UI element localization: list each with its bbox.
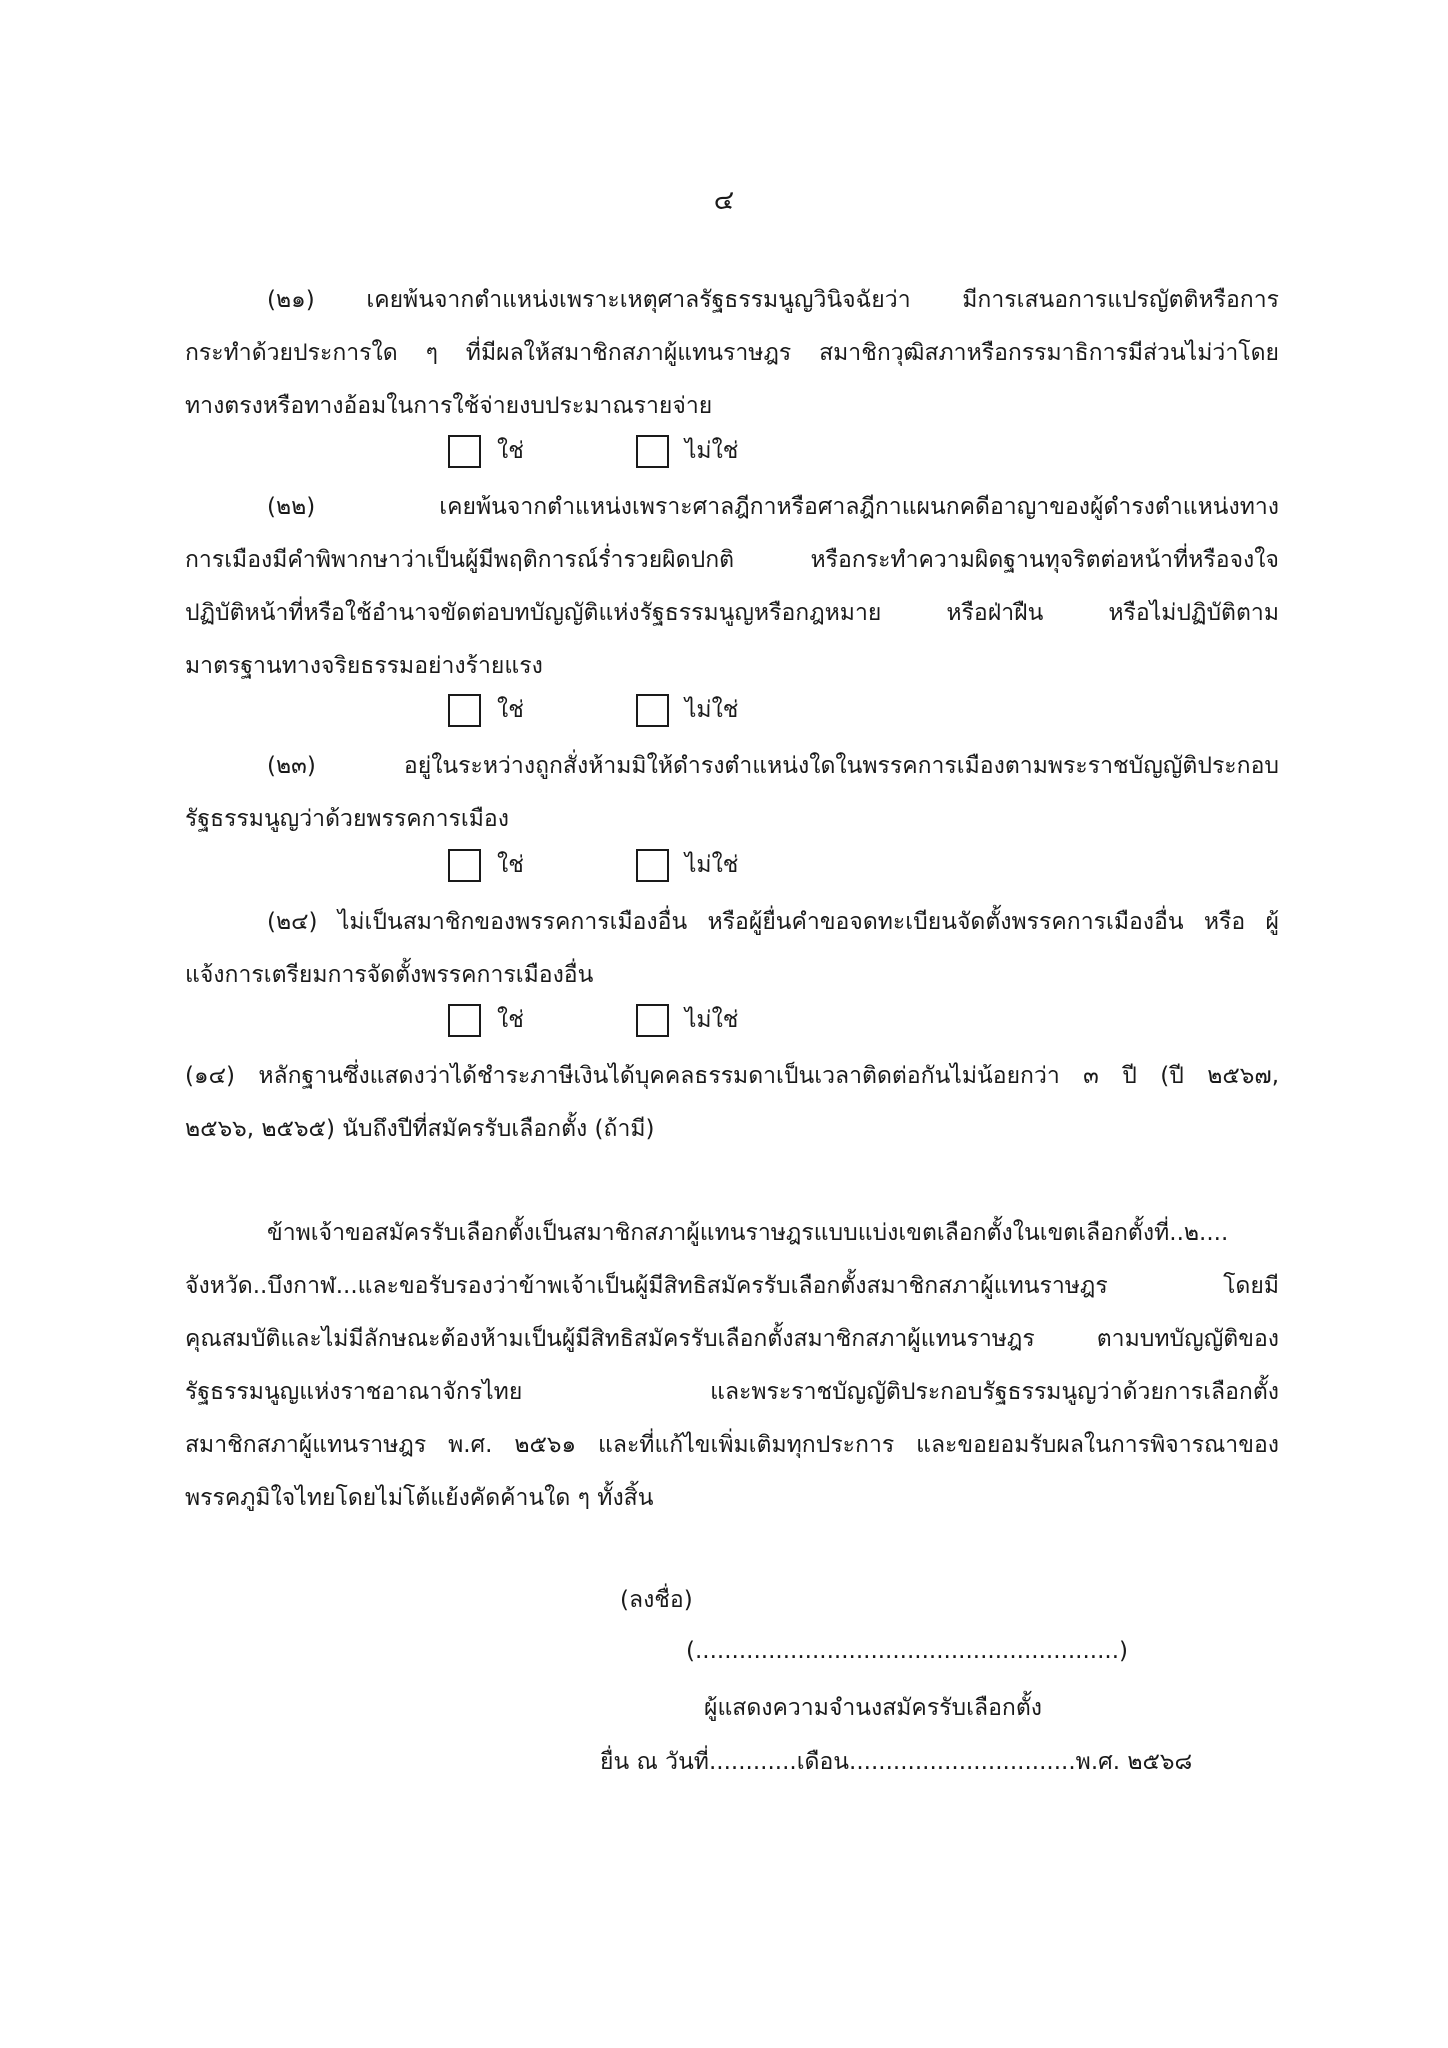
item-23-yes-checkbox[interactable] — [448, 849, 481, 882]
item-24-yes-label: ใช่ — [497, 1007, 524, 1033]
item-21-yes-label: ใช่ — [497, 438, 524, 464]
item-23 — [185, 740, 1279, 846]
item-21-no-checkbox[interactable] — [636, 435, 669, 468]
item-23-no-option[interactable] — [636, 847, 739, 883]
item-22-no-label: ไม่ใช่ — [684, 697, 739, 723]
item-24-no-label: ไม่ใช่ — [684, 1007, 739, 1033]
item-14-line-2: ๒๕๖๖, ๒๕๖๕) นับถึงปีที่สมัครรับเลือกตั้ง (ถ้ามี) — [185, 1116, 655, 1142]
item-21-line-3: ทางตรงหรือทางอ้อมในการใช้จ่ายงบประมาณรายจ่าย — [185, 393, 713, 419]
item-21-no-label: ไม่ใช่ — [684, 438, 739, 464]
item-14 — [185, 1050, 1279, 1156]
item-22-line-4: มาตรฐานทางจริยธรรมอย่างร้ายแรง — [185, 653, 543, 679]
item-22-yes-label: ใช่ — [497, 697, 524, 723]
declaration-line-3: คุณสมบัติและไม่มีลักษณะต้องห้ามเป็นผู้มีสิทธิสมัครรับเลือกตั้งสมาชิกสภาผู้แทนราษฎร ตามบทบัญญัติของ — [185, 1326, 1279, 1352]
declaration-line-4: รัฐธรรมนูญแห่งราชอาณาจักรไทย และพระราชบัญญัติประกอบรัฐธรรมนูญว่าด้วยการเลือกตั้ง — [185, 1379, 1279, 1405]
item-24-line-2: แจ้งการเตรียมการจัดตั้งพรรคการเมืองอื่น — [185, 962, 594, 988]
signature-label: (ลงชื่อ) — [620, 1587, 693, 1613]
item-22-no-option[interactable] — [636, 692, 739, 728]
item-24-line-1: (๒๔) ไม่เป็นสมาชิกของพรรคการเมืองอื่น หรือผู้ยื่นคำขอจดทะเบียนจัดตั้งพรรคการเมืองอื่น หรือ ผู้ — [267, 909, 1279, 935]
item-22-choices — [448, 690, 850, 730]
item-21-yes-option[interactable] — [448, 433, 524, 469]
item-24-choices — [448, 1000, 850, 1040]
item-23-no-checkbox[interactable] — [636, 849, 669, 882]
item-23-no-label: ไม่ใช่ — [684, 852, 739, 878]
item-22-line-2: การเมืองมีคำพิพากษาว่าเป็นผู้มีพฤติการณ์ร่ำรวยผิดปกติ หรือกระทำความผิดฐานทุจริตต่อหน้าที่หรือจงใจ — [185, 547, 1279, 573]
signature-role: ผู้แสดงความจำนงสมัครรับเลือกตั้ง — [704, 1695, 1042, 1721]
submission-date-line[interactable]: ยื่น ณ วันที่............เดือน...............................พ.ศ. ๒๕๖๘ — [600, 1749, 1193, 1775]
item-22-line-1: (๒๒) เคยพ้นจากตำแหน่งเพราะศาลฎีกาหรือศาลฎีกาแผนกคดีอาญาของผู้ดำรงตำแหน่งทาง — [267, 494, 1279, 520]
item-14-line-1: (๑๔) หลักฐานซึ่งแสดงว่าได้ชำระภาษีเงินได้บุคคลธรรมดาเป็นเวลาติดต่อกันไม่น้อยกว่า ๓ ปี (ปี ๒๕๖๗, — [185, 1063, 1279, 1089]
item-21-yes-checkbox[interactable] — [448, 435, 481, 468]
item-22 — [185, 481, 1279, 693]
item-23-line-2: รัฐธรรมนูญว่าด้วยพรรคการเมือง — [185, 806, 509, 832]
item-21-line-2: กระทำด้วยประการใด ๆ ที่มีผลให้สมาชิกสภาผู้แทนราษฎร สมาชิกวุฒิสภาหรือกรรมาธิการมีส่วนไม่ว่าโดย — [185, 340, 1279, 366]
item-21-line-1: (๒๑) เคยพ้นจากตำแหน่งเพราะเหตุศาลรัฐธรรมนูญวินิจฉัยว่า มีการเสนอการแปรญัตติหรือการ — [267, 287, 1279, 313]
item-24-no-option[interactable] — [636, 1002, 739, 1038]
declaration-line-1: ข้าพเจ้าขอสมัครรับเลือกตั้งเป็นสมาชิกสภาผู้แทนราษฎรแบบแบ่งเขตเลือกตั้งในเขตเลือกตั้งที่..๒.... — [267, 1220, 1229, 1246]
signature-name-line[interactable]: (..........................................................) — [686, 1638, 1128, 1664]
item-21-no-option[interactable] — [636, 433, 739, 469]
item-22-yes-option[interactable] — [448, 692, 524, 728]
item-24-yes-checkbox[interactable] — [448, 1004, 481, 1037]
item-23-line-1: (๒๓) อยู่ในระหว่างถูกสั่งห้ามมิให้ดำรงตำแหน่งใดในพรรคการเมืองตามพระราชบัญญัติประกอบ — [267, 753, 1279, 779]
declaration-line-2: จังหวัด..บึงกาฬ...และขอรับรองว่าข้าพเจ้าเป็นผู้มีสิทธิสมัครรับเลือกตั้งสมาชิกสภาผู้แทนราษฎร โดยมี — [185, 1273, 1279, 1299]
item-24 — [185, 896, 1279, 1002]
item-22-no-checkbox[interactable] — [636, 694, 669, 727]
item-24-no-checkbox[interactable] — [636, 1004, 669, 1037]
declaration — [185, 1207, 1279, 1525]
page-number: ๔ — [713, 185, 735, 216]
declaration-line-5: สมาชิกสภาผู้แทนราษฎร พ.ศ. ๒๕๖๑ และที่แก้ไขเพิ่มเติมทุกประการ และขอยอมรับผลในการพิจารณาของ — [185, 1432, 1279, 1458]
item-23-yes-label: ใช่ — [497, 852, 524, 878]
item-24-yes-option[interactable] — [448, 1002, 524, 1038]
item-21 — [185, 274, 1279, 433]
declaration-line-6: พรรคภูมิใจไทยโดยไม่โต้แย้งคัดค้านใด ๆ ทั้งสิ้น — [185, 1485, 654, 1511]
item-21-choices — [448, 431, 850, 471]
item-22-yes-checkbox[interactable] — [448, 694, 481, 727]
item-23-choices — [448, 845, 850, 885]
item-22-line-3: ปฏิบัติหน้าที่หรือใช้อำนาจขัดต่อบทบัญญัติแห่งรัฐธรรมนูญหรือกฎหมาย หรือฝ่าฝืน หรือไม่ปฏิบัติตาม — [185, 600, 1279, 626]
item-23-yes-option[interactable] — [448, 847, 524, 883]
